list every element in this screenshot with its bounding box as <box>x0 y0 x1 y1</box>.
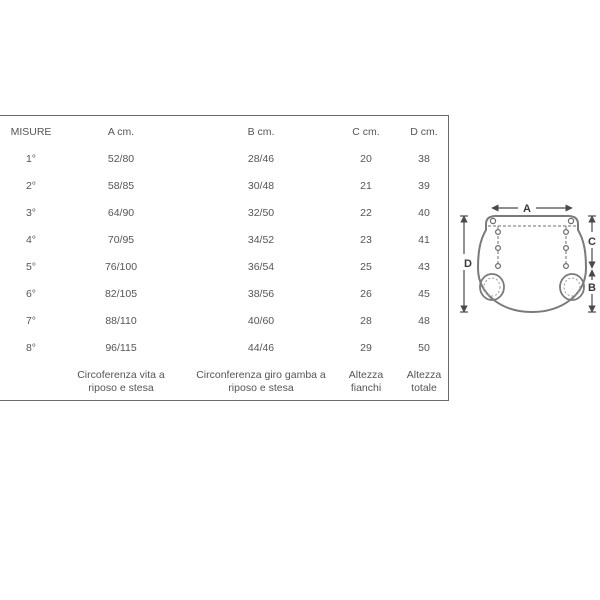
description-d-line1: Altezza <box>406 369 442 381</box>
description-b-line1: Circonferenza giro gamba a <box>196 369 326 381</box>
row-4-a: 70/95 <box>107 234 135 246</box>
header-c: C cm. <box>352 126 380 138</box>
row-4-b: 34/52 <box>247 234 275 246</box>
dimension-d-label: D <box>464 258 472 270</box>
row-2-size: 2° <box>25 180 37 192</box>
row-8-size: 8° <box>25 342 37 354</box>
row-8-b: 44/46 <box>247 342 275 354</box>
description-a-line1: Circoferenza vita a <box>77 369 165 381</box>
row-7-a: 88/110 <box>105 315 137 327</box>
dimension-b-label: B <box>588 282 596 294</box>
row-4-d: 41 <box>418 234 430 246</box>
description-c-line2: fianchi <box>350 382 382 394</box>
header-b: B cm. <box>247 126 275 138</box>
row-6-d: 45 <box>418 288 430 300</box>
row-3-size: 3° <box>25 207 37 219</box>
row-6-c: 26 <box>360 288 372 300</box>
garment-diagram <box>456 190 600 325</box>
description-b-line2: riposo e stesa <box>228 382 294 394</box>
description-a <box>68 369 174 395</box>
row-1-b: 28/46 <box>247 153 275 165</box>
row-3-b: 32/50 <box>247 207 275 219</box>
description-a-line2: riposo e stesa <box>88 382 154 394</box>
row-5-size: 5° <box>25 261 37 273</box>
dimension-a-label: A <box>523 203 531 215</box>
row-1-size: 1° <box>25 153 37 165</box>
row-2-a: 58/85 <box>107 180 135 192</box>
row-5-b: 36/54 <box>247 261 275 273</box>
row-4-c: 23 <box>360 234 372 246</box>
snap-buttons <box>490 218 573 268</box>
header-a: A cm. <box>107 126 135 138</box>
garment-outline <box>478 216 586 312</box>
row-8-a: 96/115 <box>105 342 137 354</box>
row-6-size: 6° <box>25 288 37 300</box>
description-d <box>398 369 450 395</box>
row-3-c: 22 <box>360 207 372 219</box>
description-c-line1: Altezza <box>348 369 384 381</box>
row-6-b: 38/56 <box>247 288 275 300</box>
row-8-c: 29 <box>360 342 372 354</box>
leg-openings <box>480 274 584 300</box>
row-1-a: 52/80 <box>107 153 135 165</box>
row-4-size: 4° <box>25 234 37 246</box>
description-b <box>188 369 334 395</box>
row-3-d: 40 <box>418 207 430 219</box>
leg-opening-dashes <box>484 278 580 296</box>
size-table <box>0 115 449 401</box>
row-5-c: 25 <box>360 261 372 273</box>
row-2-b: 30/48 <box>247 180 275 192</box>
row-7-b: 40/60 <box>247 315 275 327</box>
row-2-d: 39 <box>418 180 430 192</box>
row-6-a: 82/105 <box>104 288 138 300</box>
row-3-a: 64/90 <box>107 207 135 219</box>
row-7-c: 28 <box>360 315 372 327</box>
header-d: D cm. <box>410 126 438 138</box>
row-1-c: 20 <box>360 153 372 165</box>
dimension-c-label: C <box>588 236 596 248</box>
row-7-size: 7° <box>25 315 37 327</box>
strap-lines <box>498 226 566 268</box>
row-7-d: 48 <box>418 315 430 327</box>
row-1-d: 38 <box>418 153 430 165</box>
description-d-line2: totale <box>411 382 437 394</box>
description-c <box>340 369 392 395</box>
row-5-a: 76/100 <box>104 261 138 273</box>
row-5-d: 43 <box>418 261 430 273</box>
header-misure: MISURE <box>10 126 52 138</box>
row-2-c: 21 <box>360 180 372 192</box>
row-8-d: 50 <box>418 342 430 354</box>
